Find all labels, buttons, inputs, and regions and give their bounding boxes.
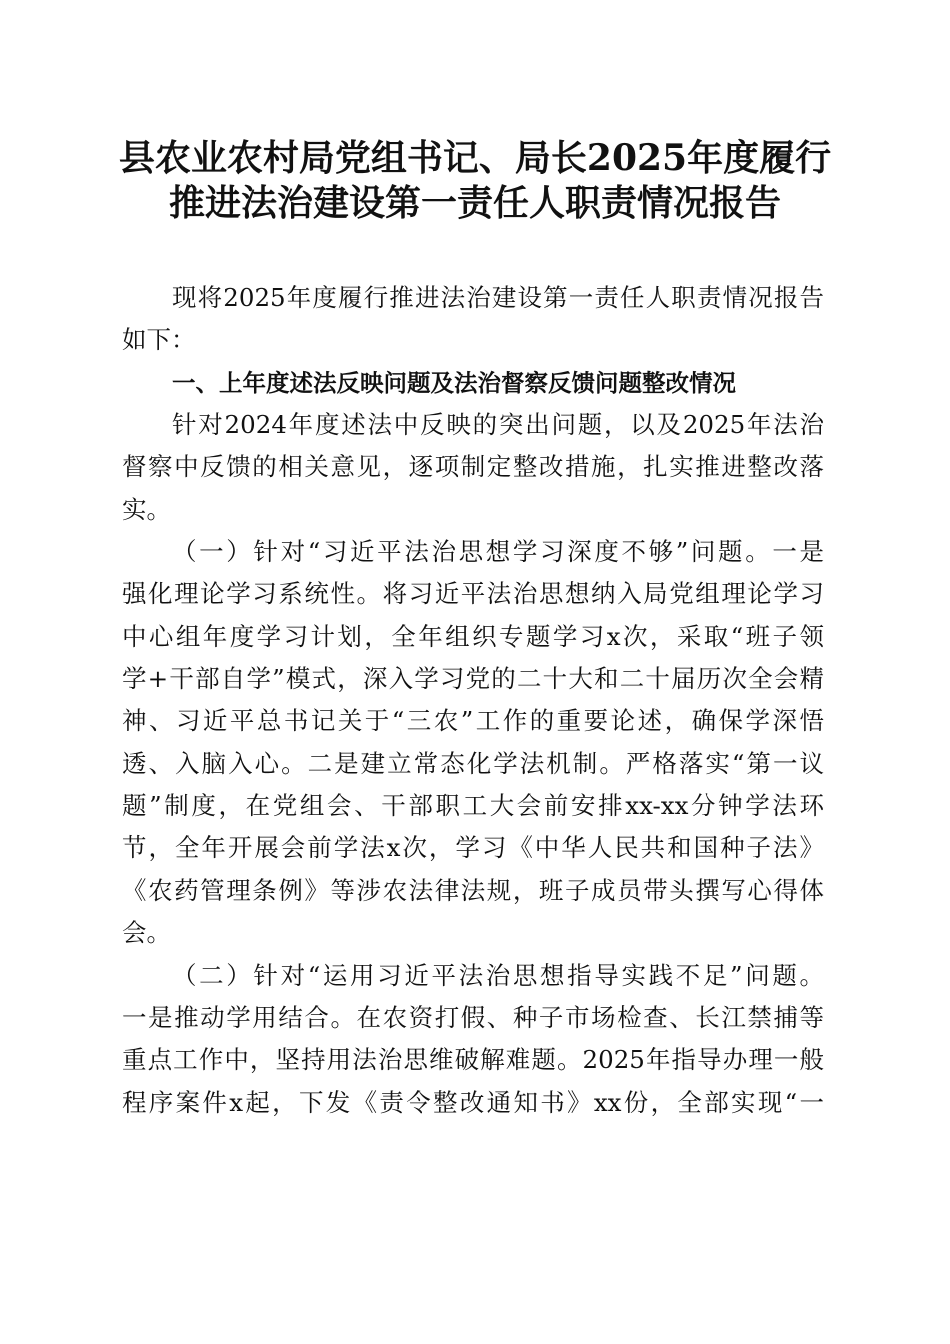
text-line: 重点工作中，坚持用法治思维破解难题。2025年指导办理一般	[122, 1045, 824, 1075]
text-line: 现将2025年度履行推进法治建设第一责任人职责情况报告	[172, 283, 824, 312]
paragraph	[122, 277, 824, 362]
text-line: 督察中反馈的相关意见，逐项制定整改措施，扎实推进整改落	[122, 452, 824, 482]
text-line: 实。	[122, 494, 171, 524]
text-line: 如下：	[122, 325, 196, 355]
text-line: （二）针对“运用习近平法治思想指导实践不足”问题。	[172, 960, 824, 990]
text-line: 一是推动学用结合。在农资打假、种子市场检查、长江禁捕等	[122, 1002, 824, 1032]
title-line: 县农业农村局党组书记、局长2025年度履行	[118, 137, 832, 179]
paragraph	[122, 404, 824, 531]
text-line: 一、上年度述法反映问题及法治督察反馈问题整改情况	[172, 368, 736, 397]
paragraph	[122, 955, 824, 1124]
text-line: 会。	[122, 918, 171, 948]
text-line: 节，全年开展会前学法x次，学习《中华人民共和国种子法》	[122, 833, 824, 863]
text-line: 题”制度，在党组会、干部职工大会前安排xx-xx分钟学法环	[122, 791, 824, 821]
text-line: 透、入脑入心。二是建立常态化学法机制。严格落实“第一议	[122, 748, 824, 778]
title-line: 推进法治建设第一责任人职责情况报告	[168, 182, 781, 224]
text-line: 程序案件x起，下发《责令整改通知书》xx份，全部实现“一	[122, 1087, 824, 1117]
document-title	[0, 136, 950, 226]
document-body	[122, 277, 824, 1124]
section-heading	[122, 362, 824, 404]
text-line: 强化理论学习系统性。将习近平法治思想纳入局党组理论学习	[122, 579, 824, 609]
text-line: 学+干部自学”模式，深入学习党的二十大和二十届历次全会精	[122, 664, 824, 694]
text-line: 神、习近平总书记关于“三农”工作的重要论述，确保学深悟	[122, 706, 824, 736]
text-line: （一）针对“习近平法治思想学习深度不够”问题。一是	[172, 537, 824, 567]
text-line: 《农药管理条例》等涉农法律法规，班子成员带头撰写心得体	[122, 875, 824, 905]
text-line: 针对2024年度述法中反映的突出问题，以及2025年法治	[172, 410, 824, 440]
text-line: 中心组年度学习计划，全年组织专题学习x次，采取“班子领	[122, 621, 824, 651]
paragraph	[122, 531, 824, 954]
